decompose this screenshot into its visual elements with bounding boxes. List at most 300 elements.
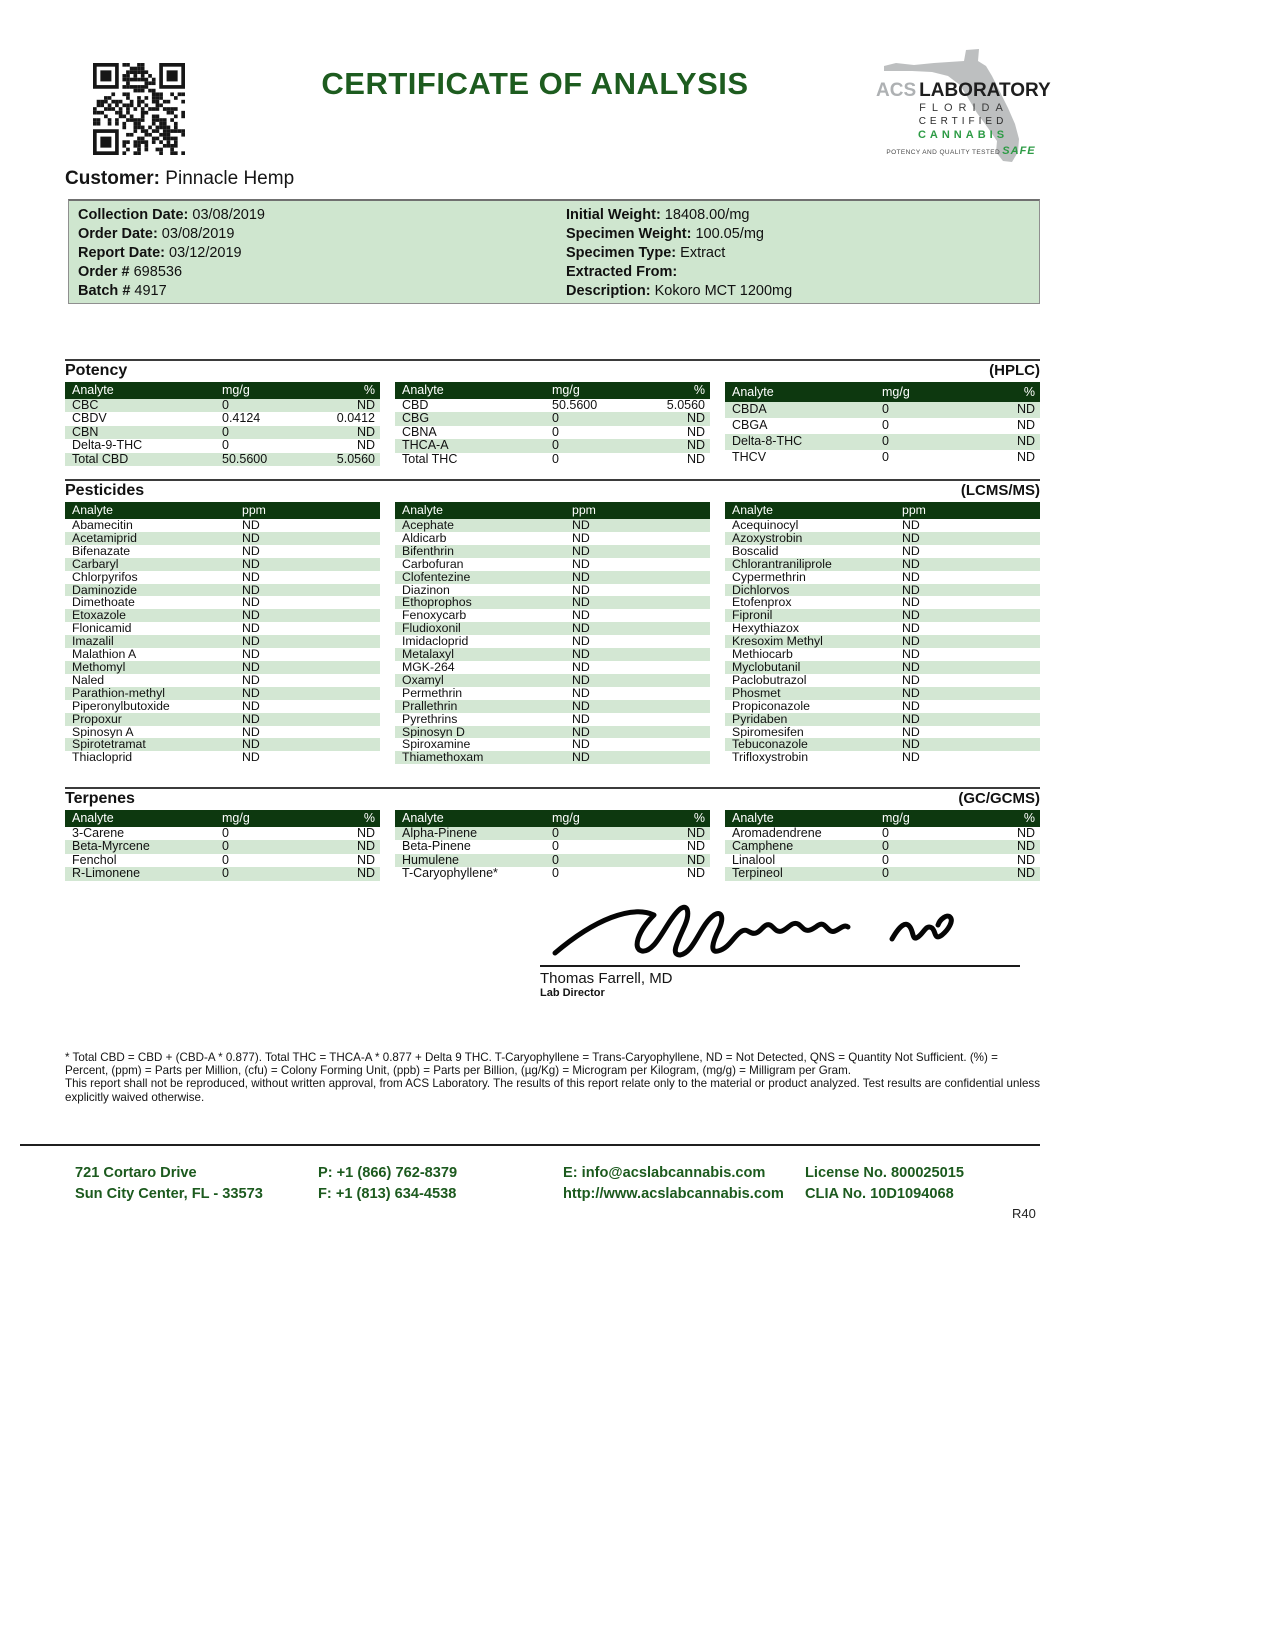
info-field-value: 03/08/2019 (188, 207, 265, 223)
analyte-name: Total CBD (65, 453, 215, 466)
qr-code (93, 63, 185, 155)
analyte-name: Flonicamid (72, 622, 132, 636)
analyte-value: ND (902, 519, 920, 532)
analyte-name: R-Limonene (65, 867, 215, 880)
analyte-value: ND (565, 674, 710, 687)
analyte-value: ND (242, 648, 260, 661)
analyte-name: Fipronil (725, 609, 895, 622)
analyte-name: Paclobutrazol (732, 673, 807, 687)
column-header: mg/g (875, 810, 970, 827)
analyte-name: Methomyl (65, 661, 235, 674)
analyte-name: Acequinocyl (732, 519, 799, 532)
analyte-value: ND (310, 426, 380, 439)
info-field-value: 698536 (129, 264, 183, 280)
analyte-row (395, 545, 710, 558)
potency-title: Potency (65, 362, 128, 379)
footer-website: http://www.acslabcannabis.com (563, 1186, 784, 1202)
column-header: Analyte (725, 810, 875, 827)
column-header: Analyte (725, 382, 875, 402)
analyte-row (65, 439, 380, 452)
analyte-row (395, 609, 710, 622)
analyte-name: THCV (732, 450, 767, 465)
analyte-value: ND (572, 635, 590, 649)
analyte-value: ND (235, 635, 380, 648)
info-field-label: Order Date: (78, 226, 158, 242)
info-field-label: Extracted From: (566, 264, 678, 280)
analyte-row (65, 412, 380, 425)
analyte-row (725, 584, 1040, 597)
analyte-row (725, 571, 1040, 584)
analyte-row (65, 584, 380, 597)
analyte-value: 0 (545, 854, 640, 867)
analyte-value: ND (565, 519, 710, 532)
acs-laboratory-logo (876, 44, 1051, 168)
definitions-footnote: * Total CBD = CBD + (CBD-A * 0.877). Total THC = THCA-A * 0.877 + Delta 9 THC. T-Caryophyllene = Trans-Caryophyllene, ND = Not Detected, QNS = Quantity Not Sufficient. (%) = Percent, (ppm) = Parts per Million, (cfu) = Colony Forming Unit, (ppb) = Parts per Billion, (µg/Kg) = Microgram per Kilogram, (mg/g) = Milligram per Gram. (65, 1051, 998, 1078)
analyte-value: ND (640, 439, 710, 452)
analyte-value: ND (242, 725, 260, 739)
analyte-row (65, 738, 380, 751)
analyte-row (395, 596, 710, 609)
analyte-value: ND (565, 700, 710, 713)
analyte-name: Piperonylbutoxide (72, 699, 170, 713)
analyte-value: 0 (222, 853, 229, 867)
column-header: % (970, 382, 1040, 402)
footer-clia-number: CLIA No. 10D1094068 (805, 1186, 954, 1202)
analyte-name: Humulene (395, 854, 545, 867)
analyte-row (65, 840, 380, 853)
info-field-value: 4917 (130, 283, 167, 299)
analyte-row (395, 439, 710, 452)
page-reference: R40 (1012, 1206, 1036, 1221)
analyte-name: Fludioxonil (395, 622, 565, 635)
analyte-value: 0 (882, 853, 889, 867)
analyte-value: 50.5600 (215, 453, 310, 466)
info-field-label: Specimen Weight: (566, 226, 692, 242)
analyte-name: Azoxystrobin (725, 532, 895, 545)
table-header-row (395, 382, 710, 399)
footer-license-number: License No. 800025015 (805, 1165, 965, 1181)
column-header: mg/g (875, 382, 970, 402)
analyte-row (65, 571, 380, 584)
analyte-value: ND (565, 622, 710, 635)
analyte-value: 0 (215, 840, 310, 853)
analyte-row (65, 713, 380, 726)
analyte-row (395, 584, 710, 597)
analyte-value: ND (902, 751, 920, 765)
info-field (566, 225, 792, 244)
pesticides-section (65, 479, 1040, 764)
analyte-name: Propoxur (65, 713, 235, 726)
analyte-row (395, 399, 710, 412)
analyte-value: ND (895, 609, 1040, 622)
info-field (566, 282, 792, 301)
terpenes-table-2 (395, 810, 710, 881)
analyte-row (725, 450, 1040, 466)
analyte-name: Permethrin (402, 686, 463, 700)
table-header-row (65, 502, 380, 519)
analyte-value: ND (572, 609, 590, 623)
analyte-value: 5.0560 (666, 399, 705, 412)
analyte-value: 0 (552, 867, 559, 881)
analyte-name: CBG (395, 412, 545, 425)
analyte-name: Alpha-Pinene (395, 827, 545, 840)
analyte-row (725, 867, 1040, 880)
info-field-label: Collection Date: (78, 207, 189, 223)
footer-email: E: info@acslabcannabis.com (563, 1165, 766, 1181)
column-header: Analyte (395, 382, 545, 399)
analyte-row (725, 532, 1040, 545)
analyte-name: Aromadendrene (732, 827, 822, 840)
analyte-name: CBGA (732, 418, 768, 433)
analyte-value: ND (235, 687, 380, 700)
analyte-value: ND (572, 557, 590, 571)
analyte-value: ND (565, 648, 710, 661)
analyte-row (395, 674, 710, 687)
analyte-row (65, 635, 380, 648)
analyte-name: CBDV (72, 412, 107, 426)
column-header: % (310, 810, 380, 827)
analyte-name: Oxamyl (395, 674, 565, 687)
pesticides-title: Pesticides (65, 482, 145, 499)
analyte-row (65, 532, 380, 545)
analyte-value: ND (572, 712, 590, 726)
analyte-name: Naled (72, 673, 105, 687)
analyte-value: ND (235, 532, 380, 545)
analyte-value: ND (640, 412, 710, 425)
analyte-row (395, 700, 710, 713)
analyte-name: Fenoxycarb (402, 609, 467, 623)
analyte-value: ND (895, 584, 1040, 597)
analyte-row (725, 418, 1040, 434)
analyte-name: Spiroxamine (402, 738, 471, 752)
analyte-value: 0 (215, 426, 310, 439)
analyte-value: 0 (875, 402, 970, 418)
analyte-value: ND (970, 867, 1040, 880)
analyte-value: 0 (875, 434, 970, 450)
terpenes-section (65, 787, 1040, 881)
analyte-row (395, 519, 710, 532)
info-field-label: Specimen Type: (566, 245, 677, 261)
logo-safe: SAFE (1002, 145, 1036, 157)
info-field-label: Initial Weight: (566, 207, 661, 223)
analyte-row (395, 751, 710, 764)
analyte-name: Etofenprox (732, 596, 792, 610)
analyte-value: ND (310, 840, 380, 853)
analyte-name: Spinosyn A (72, 725, 134, 739)
analyte-row (65, 648, 380, 661)
analyte-value: 0 (875, 840, 970, 853)
column-header: mg/g (545, 382, 640, 399)
analyte-name: Methiocarb (732, 648, 793, 661)
analyte-name: Phosmet (725, 687, 895, 700)
table-header-row (395, 810, 710, 827)
analyte-name: Delta-9-THC (72, 439, 143, 453)
analyte-row (725, 713, 1040, 726)
analyte-value: ND (1016, 450, 1035, 465)
analyte-row (65, 700, 380, 713)
analyte-name: Thiacloprid (72, 751, 133, 765)
footer-contact (563, 1163, 784, 1205)
analyte-name: Aldicarb (402, 531, 447, 545)
analyte-row (725, 674, 1040, 687)
column-header: % (640, 382, 710, 399)
analyte-value: ND (895, 738, 1040, 751)
analyte-row (65, 609, 380, 622)
analyte-row (395, 867, 710, 880)
analyte-row (395, 840, 710, 853)
analyte-value: ND (686, 840, 705, 854)
analyte-value: ND (1016, 853, 1035, 867)
analyte-row (65, 827, 380, 840)
info-field-label: Order # (78, 264, 130, 280)
footer-address-line1: 721 Cortaro Drive (75, 1165, 197, 1181)
analyte-value: 0 (882, 418, 889, 433)
analyte-name: Clofentezine (395, 571, 565, 584)
analyte-row (65, 674, 380, 687)
info-field-label: Batch # (78, 283, 131, 299)
column-header: Analyte (65, 502, 235, 519)
analyte-row (395, 412, 710, 425)
column-header: ppm (895, 502, 1040, 519)
analyte-name: Chlorantraniliprole (725, 558, 895, 571)
analyte-name: Kresoxim Methyl (725, 635, 895, 648)
info-field-value: 03/12/2019 (165, 245, 242, 261)
logo-laboratory: LABORATORY (919, 80, 1051, 101)
analyte-name: Boscalid (732, 544, 779, 558)
info-field (566, 263, 792, 282)
logo-cannabis: CANNABIS (917, 129, 1009, 141)
potency-table-3 (725, 382, 1040, 466)
info-field-value: 03/08/2019 (157, 226, 235, 242)
analyte-name: Tebuconazole (725, 738, 895, 751)
info-field (566, 244, 792, 263)
analyte-value: 0 (222, 827, 229, 840)
analyte-value: 0 (552, 840, 559, 854)
analyte-value: 0 (545, 827, 640, 840)
pesticides-tables (65, 502, 1040, 764)
analyte-value: ND (902, 544, 920, 558)
potency-method: (HPLC) (989, 362, 1040, 379)
analyte-row (395, 648, 710, 661)
qr-code-icon (93, 63, 185, 155)
analyte-row (725, 726, 1040, 739)
analyte-value: ND (895, 532, 1040, 545)
column-header: % (310, 382, 380, 399)
info-field (78, 263, 566, 282)
analyte-row (65, 726, 380, 739)
analyte-name: Total THC (402, 452, 458, 466)
analyte-value: ND (686, 425, 705, 439)
column-header: mg/g (215, 382, 310, 399)
analyte-value: ND (902, 725, 920, 739)
analyte-row (65, 545, 380, 558)
analyte-value: ND (242, 751, 260, 765)
potency-table-2 (395, 382, 710, 466)
analyte-value: ND (902, 699, 920, 713)
table-header-row (65, 810, 380, 827)
analyte-name: Parathion-methyl (65, 687, 235, 700)
terpenes-title: Terpenes (65, 790, 135, 807)
analyte-value: ND (242, 544, 260, 558)
analyte-value: 0 (552, 425, 559, 439)
analyte-row (725, 751, 1040, 764)
analyte-value: ND (235, 713, 380, 726)
analyte-name: Diazinon (402, 583, 450, 597)
analyte-value: ND (235, 558, 380, 571)
logo-wordmark (876, 80, 1051, 102)
analyte-name: Spinosyn D (395, 726, 565, 739)
analyte-value: ND (902, 570, 920, 584)
analyte-value: ND (572, 583, 590, 597)
analyte-value: 0 (882, 450, 889, 465)
analyte-value: ND (572, 660, 590, 674)
logo-acs: ACS (876, 80, 917, 101)
analyte-value: ND (895, 558, 1040, 571)
analyte-value: ND (242, 519, 260, 532)
analyte-row (395, 426, 710, 439)
analyte-row (725, 635, 1040, 648)
column-header: mg/g (215, 810, 310, 827)
analyte-name: Bifenthrin (395, 545, 565, 558)
analyte-row (65, 558, 380, 571)
analyte-value: ND (895, 687, 1040, 700)
order-info-right-column (566, 206, 792, 298)
analyte-name: Linalool (732, 853, 776, 867)
analyte-value: ND (902, 648, 920, 661)
analyte-name: Etoxazole (65, 609, 235, 622)
analyte-row (395, 635, 710, 648)
footer-fax: F: +1 (813) 634-4538 (318, 1186, 457, 1202)
analyte-value: ND (640, 854, 710, 867)
pesticides-table-1 (65, 502, 380, 764)
analyte-value: ND (1016, 827, 1035, 840)
analyte-row (725, 558, 1040, 571)
analyte-value: 0 (545, 439, 640, 452)
analyte-value: ND (242, 570, 260, 584)
footer-divider (20, 1144, 1040, 1146)
analyte-value: ND (970, 402, 1040, 418)
analyte-row (65, 399, 380, 412)
analyte-value: ND (565, 751, 710, 764)
analyte-name: Terpineol (725, 867, 875, 880)
analyte-value: ND (640, 827, 710, 840)
analyte-name: Pyridaben (725, 713, 895, 726)
analyte-value: 0.0412 (336, 412, 375, 426)
analyte-row (65, 453, 380, 466)
analyte-value: ND (565, 726, 710, 739)
analyte-row (725, 519, 1040, 532)
analyte-name: MGK-264 (402, 660, 455, 674)
table-header-row (725, 502, 1040, 519)
analyte-row (65, 687, 380, 700)
footer-phones (318, 1163, 457, 1205)
analyte-value: ND (902, 673, 920, 687)
analyte-name: Fenchol (72, 853, 117, 867)
table-header-row (725, 382, 1040, 402)
logo-certified: CERTIFIED (918, 116, 1008, 127)
analyte-row (725, 648, 1040, 661)
analyte-value: ND (235, 738, 380, 751)
analyte-name: Hexythiazox (732, 622, 799, 636)
info-field (78, 244, 566, 263)
analyte-value: ND (895, 713, 1040, 726)
analyte-value: ND (356, 439, 375, 453)
analyte-value: ND (572, 531, 590, 545)
logo-tagline: POTENCY AND QUALITY TESTED SAFE (886, 145, 1036, 157)
order-info-box (68, 199, 1040, 304)
analyte-name: Cypermethrin (732, 570, 806, 584)
analyte-row (395, 713, 710, 726)
analyte-name: Carbaryl (65, 558, 235, 571)
column-header: Analyte (395, 810, 545, 827)
analyte-value: 0 (222, 439, 229, 453)
analyte-row (65, 426, 380, 439)
analyte-value: 5.0560 (310, 453, 380, 466)
info-field (78, 282, 566, 301)
analyte-name: Bifenazate (72, 544, 131, 558)
analyte-value: 0 (545, 412, 640, 425)
analyte-row (725, 840, 1040, 853)
analyte-name: Dimethoate (72, 596, 135, 610)
analyte-row (65, 519, 380, 532)
analyte-row (65, 661, 380, 674)
analyte-name: CBD (402, 399, 429, 412)
analyte-row (725, 738, 1040, 751)
footer-address-line2: Sun City Center, FL - 33573 (75, 1186, 263, 1202)
signer-role: Lab Director (540, 987, 605, 999)
analyte-name: Acephate (395, 519, 565, 532)
potency-table-1 (65, 382, 380, 466)
analyte-value: ND (565, 571, 710, 584)
analyte-row (65, 596, 380, 609)
potency-tables (65, 382, 1040, 466)
analyte-value: ND (310, 867, 380, 880)
table-header-row (65, 382, 380, 399)
analyte-row (725, 609, 1040, 622)
column-header: ppm (565, 502, 710, 519)
analyte-row (725, 545, 1040, 558)
terpenes-tables (65, 810, 1040, 881)
analyte-value: ND (235, 584, 380, 597)
analyte-value: ND (572, 686, 590, 700)
footnotes (65, 1051, 1043, 1104)
customer-name: Pinnacle Hemp (165, 168, 295, 189)
analyte-value: ND (902, 596, 920, 610)
column-header: ppm (235, 502, 380, 519)
analyte-row (725, 434, 1040, 450)
column-header: mg/g (545, 810, 640, 827)
signature-block (540, 893, 1020, 999)
analyte-value: 50.5600 (552, 399, 598, 412)
analyte-name: Ethoprophos (395, 596, 565, 609)
column-header: % (640, 810, 710, 827)
analyte-row (395, 687, 710, 700)
pesticides-table-2 (395, 502, 710, 764)
info-field-value: 18408.00/mg (660, 207, 750, 223)
analyte-name: Metalaxyl (395, 648, 565, 661)
analyte-value: ND (895, 661, 1040, 674)
analyte-value: ND (686, 867, 705, 881)
analyte-row (65, 622, 380, 635)
analyte-name: T-Caryophyllene* (402, 867, 498, 881)
analyte-row (725, 687, 1040, 700)
analyte-value: ND (242, 596, 260, 610)
analyte-value: ND (902, 622, 920, 636)
analyte-name: Daminozide (65, 584, 235, 597)
info-field (566, 206, 792, 225)
analyte-value: ND (235, 661, 380, 674)
logo-florida: FLORIDA (919, 102, 1009, 114)
